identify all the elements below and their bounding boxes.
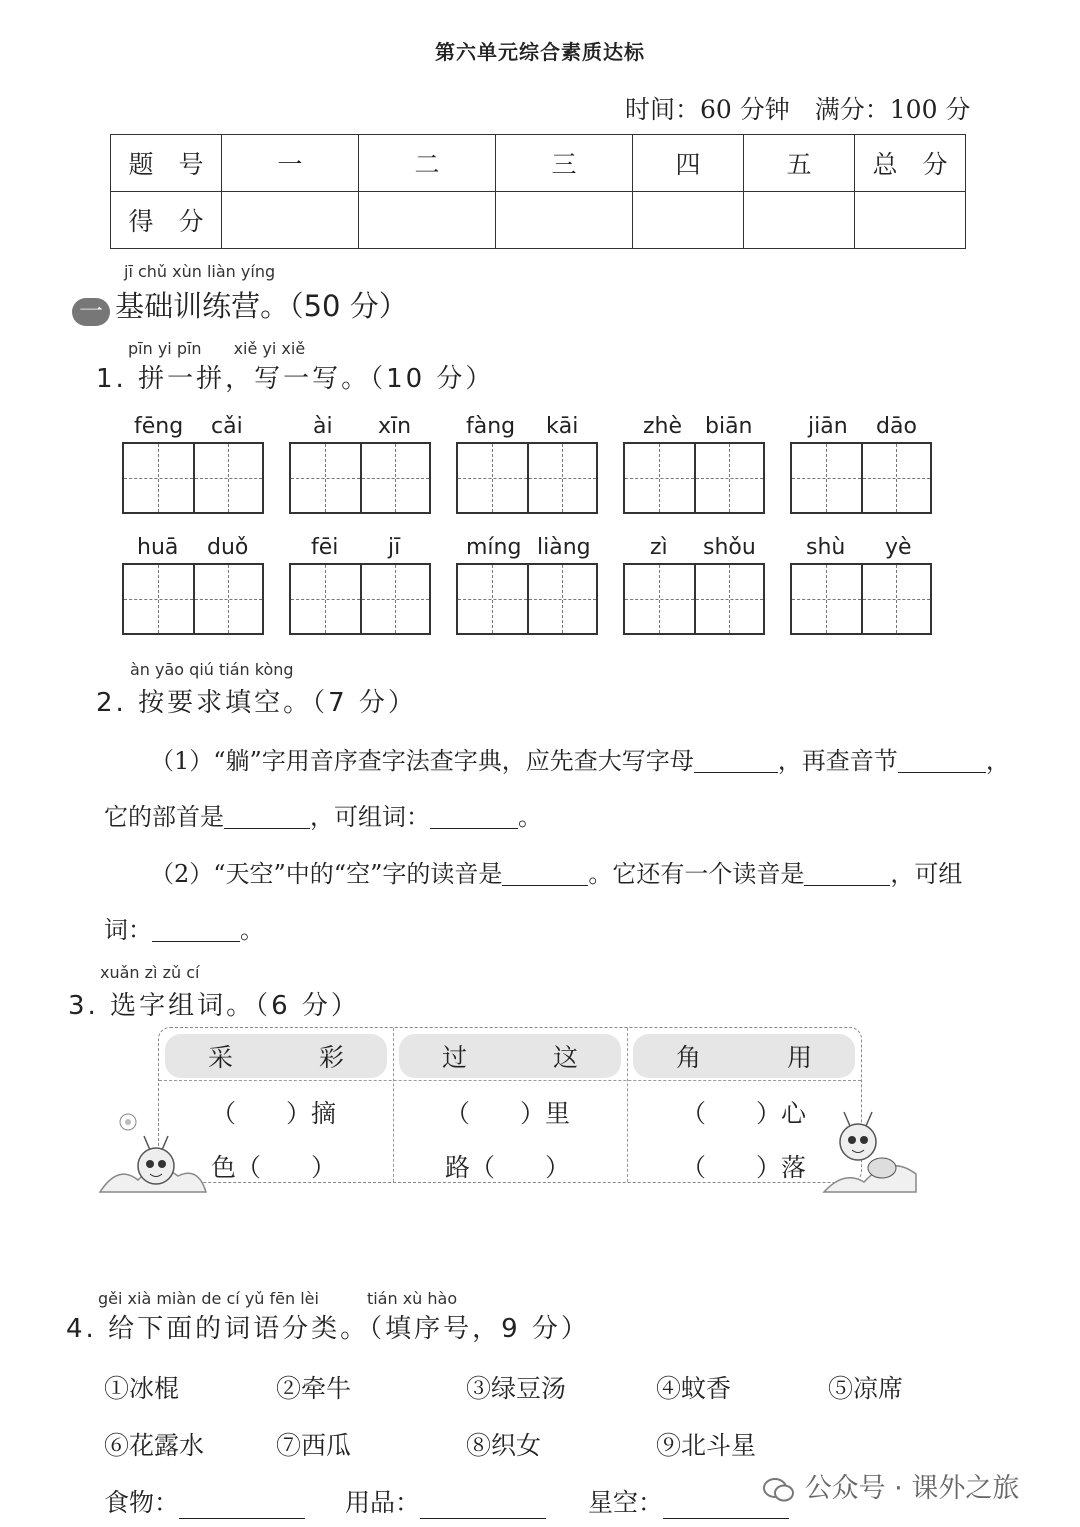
fill-word[interactable]: （ ）里 [445,1099,571,1128]
writing-grid[interactable] [122,442,264,514]
column-divider [393,1028,394,1182]
row-divider [159,1080,861,1081]
table-cell: 题 号 [111,135,222,192]
pinyin-label: xīn [378,414,412,439]
category-sky [588,1483,789,1519]
word-option: ⑥花露水 [104,1431,205,1460]
writing-grid[interactable] [456,442,598,514]
table-cell: 得 分 [111,192,222,249]
table-cell: 一 [222,135,359,192]
pinyin-label: huā [137,535,179,560]
score-cell[interactable] [359,192,496,249]
category-label: 星空： [588,1488,664,1517]
fill-word[interactable]: 路（ ） [445,1153,571,1182]
word-option: ③绿豆汤 [466,1374,567,1403]
q2-line4 [104,917,264,942]
q2-pinyin: àn yāo qiú tián kòng [130,660,294,679]
choice-char: 过 [441,1043,467,1072]
q2-text: 词： [104,916,152,944]
word-option: ②牵牛 [276,1374,352,1403]
score-cell[interactable] [744,192,855,249]
writing-grid[interactable] [623,563,765,635]
pinyin-label: yè [885,535,912,560]
word-option: ⑤凉席 [828,1374,904,1403]
score-table-header-row [111,135,966,192]
section-number-badge: 一 [72,298,110,326]
q3-pinyin: xuǎn zì zǔ cí [100,963,200,982]
answer-blank[interactable] [420,1494,546,1519]
q1-title: 1. 拼一拼，写一写。（10 分） [96,364,495,394]
pinyin-label: shù [806,535,846,560]
pinyin-label: jiān [808,414,848,439]
pinyin-label: zhè [643,414,683,439]
q2-text: 。 [518,803,542,831]
q3-title: 3. 选字组词。（6 分） [68,991,360,1021]
column-divider [627,1028,628,1182]
pinyin-label: fēi [311,535,339,560]
ant-illustration-left [98,1104,208,1196]
score-table [110,134,966,249]
table-cell: 三 [496,135,633,192]
q2-text: （1）“躺”字用音序查字法查字典，应先查大写字母 [150,747,694,775]
q2-text: ，再查音节 [777,747,898,775]
word-option: ⑨北斗星 [656,1431,757,1460]
answer-blank[interactable] [898,748,986,773]
pinyin-label: zì [650,535,668,560]
writing-grid[interactable] [790,563,932,635]
answer-blank[interactable] [694,748,778,773]
watermark-text: 公众号 · 课外之旅 [804,1473,1020,1504]
pinyin-label: fàng [466,414,516,439]
ant-illustration-right [820,1104,920,1196]
q2-line2 [104,804,542,829]
category-food [104,1483,305,1519]
q2-title: 2. 按要求填空。（7 分） [96,688,417,718]
q4-title: 4. 给下面的词语分类。（填序号，9 分） [66,1314,590,1344]
fill-word[interactable]: 色（ ） [211,1153,337,1182]
table-cell: 总 分 [855,135,966,192]
writing-grid[interactable] [122,563,264,635]
q2-text: 。它还有一个读音是 [588,860,805,888]
choice-char: 采 [207,1043,233,1072]
word-option: ①冰棍 [104,1374,180,1403]
category-label: 食物： [104,1488,180,1517]
q2-text: ，可组词： [310,803,430,831]
word-option: ⑦西瓜 [276,1431,352,1460]
category-label: 用品： [345,1488,421,1517]
q2-line1 [150,748,1010,773]
pinyin-label: fēng [134,414,184,439]
pinyin-label: biān [705,414,753,439]
choice-char: 用 [786,1043,812,1072]
pinyin-label: liàng [537,535,591,560]
pinyin-label: duǒ [207,535,249,560]
pinyin-label: míng [466,535,522,560]
watermark [762,1466,1019,1505]
pinyin-label: ài [313,414,333,439]
score-cell[interactable] [222,192,359,249]
answer-blank[interactable] [179,1494,305,1519]
answer-blank[interactable] [502,861,588,886]
q2-text: ，可组 [890,860,963,888]
page-title: 第六单元综合素质达标 [435,40,645,64]
choice-char: 这 [552,1043,578,1072]
char-choice-header [165,1034,387,1078]
answer-blank[interactable] [430,804,518,829]
wechat-icon [762,1476,796,1504]
writing-grid[interactable] [289,563,431,635]
fill-word[interactable]: （ ）摘 [211,1099,337,1128]
section1-pinyin: jī chǔ xùn liàn yíng [124,262,276,281]
q2-text: 。 [240,916,264,944]
writing-grid[interactable] [289,442,431,514]
section1-title: 基础训练营。（50 分） [115,289,408,323]
pinyin-label: dāo [876,414,917,439]
table-cell: 四 [633,135,744,192]
score-cell[interactable] [633,192,744,249]
char-choice-header [399,1034,621,1078]
word-option: ⑧织女 [466,1431,542,1460]
pinyin-label: jī [388,535,401,560]
word-choice-box [158,1027,862,1183]
writing-grid[interactable] [790,442,932,514]
table-cell: 五 [744,135,855,192]
answer-blank[interactable] [804,861,890,886]
time-info: 时间：60 分钟 满分：100 分 [625,95,971,124]
word-option: ④蚊香 [656,1374,732,1403]
pinyin-label: cǎi [211,414,243,439]
answer-blank[interactable] [224,804,310,829]
fill-word[interactable]: （ ）心 [681,1099,807,1128]
writing-grid[interactable] [623,442,765,514]
fill-word[interactable]: （ ）落 [681,1153,807,1182]
q2-text: 它的部首是 [104,803,224,831]
choice-char: 角 [675,1043,701,1072]
q2-text: （2）“天空”中的“空”字的读音是 [150,860,503,888]
writing-grid[interactable] [456,563,598,635]
choice-char: 彩 [318,1043,344,1072]
section1-heading [72,284,408,326]
q1-pinyin: pīn yi pīn xiě yi xiě [128,339,306,358]
pinyin-label: shǒu [703,535,756,560]
category-goods [345,1483,546,1519]
q2-line3 [150,861,962,886]
table-cell: 二 [359,135,496,192]
q4-pinyin: gěi xià miàn de cí yǔ fēn lèi tián xù hào [98,1289,458,1308]
score-cell[interactable] [855,192,966,249]
q2-text: ， [985,747,1010,775]
answer-blank[interactable] [152,917,240,942]
score-table-score-row [111,192,966,249]
pinyin-label: kāi [546,414,579,439]
score-cell[interactable] [496,192,633,249]
char-choice-header [633,1034,855,1078]
